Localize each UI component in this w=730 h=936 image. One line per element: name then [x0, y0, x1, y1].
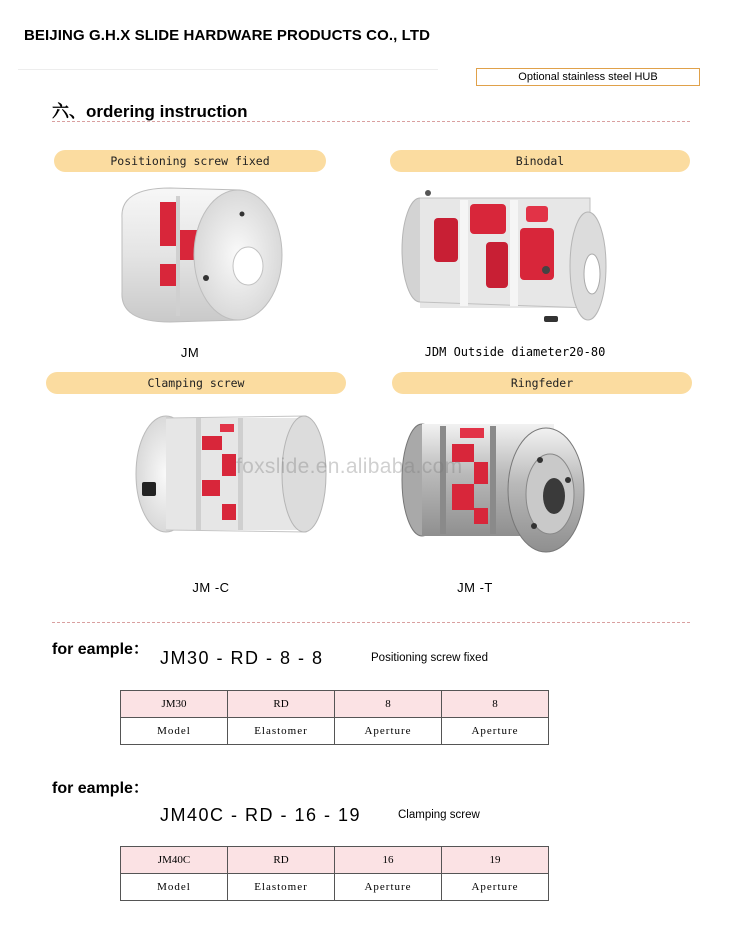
table-cell: RD [228, 847, 335, 874]
table-cell: Aperture [335, 718, 442, 745]
table-row [121, 691, 549, 718]
example-1-code: JM30 - RD - 8 - 8 [160, 648, 324, 668]
table-cell: 19 [442, 847, 549, 874]
table-cell: Model [121, 718, 228, 745]
product-label-positioning: Positioning screw fixed [54, 150, 326, 172]
product-label-clamping: Clamping screw [46, 372, 346, 394]
table-cell: Model [121, 874, 228, 901]
table-row [121, 718, 549, 745]
table-cell: RD [228, 691, 335, 718]
example-2-table [120, 846, 549, 901]
model-caption-jmt: JM -T [457, 580, 493, 595]
table-cell: Aperture [335, 874, 442, 901]
table-cell: 8 [442, 691, 549, 718]
coupling-jdm-image [400, 190, 610, 325]
table-cell: 8 [335, 691, 442, 718]
hub-option-note: Optional stainless steel HUB [476, 68, 700, 86]
example-1-description: Positioning screw fixed [371, 652, 488, 664]
table-row [121, 874, 549, 901]
table-cell: Aperture [442, 874, 549, 901]
watermark-text: foxslide.en.alibaba.com [236, 455, 463, 478]
example-1-table [120, 690, 549, 745]
model-caption-jdm: JDM Outside diameter20-80 [424, 345, 606, 359]
model-caption-jm: JM [180, 345, 200, 360]
table-row [121, 847, 549, 874]
table-cell: JM30 [121, 691, 228, 718]
company-name: BEIJING G.H.X SLIDE HARDWARE PRODUCTS CO., LTD [24, 27, 431, 44]
model-caption-jmc: JM -C [192, 580, 230, 595]
product-label-binodal: Binodal [390, 150, 690, 172]
table-cell: Aperture [442, 718, 549, 745]
example-2-description: Clamping screw [398, 809, 480, 821]
product-label-ringfeder: Ringfeder [392, 372, 692, 394]
coupling-jmt-image [396, 418, 596, 568]
example-2-code: JM40C - RD - 16 - 19 [160, 805, 362, 825]
examples-divider [52, 622, 690, 623]
example-2-label: for eample： [52, 780, 149, 797]
example-1-label: for eample： [52, 641, 149, 658]
table-cell: JM40C [121, 847, 228, 874]
section-divider [52, 121, 690, 122]
table-cell: 16 [335, 847, 442, 874]
table-cell: Elastomer [228, 718, 335, 745]
section-title: 六、ordering instruction [52, 102, 248, 121]
table-cell: Elastomer [228, 874, 335, 901]
header-divider [18, 69, 438, 70]
coupling-jm-image [110, 180, 290, 330]
